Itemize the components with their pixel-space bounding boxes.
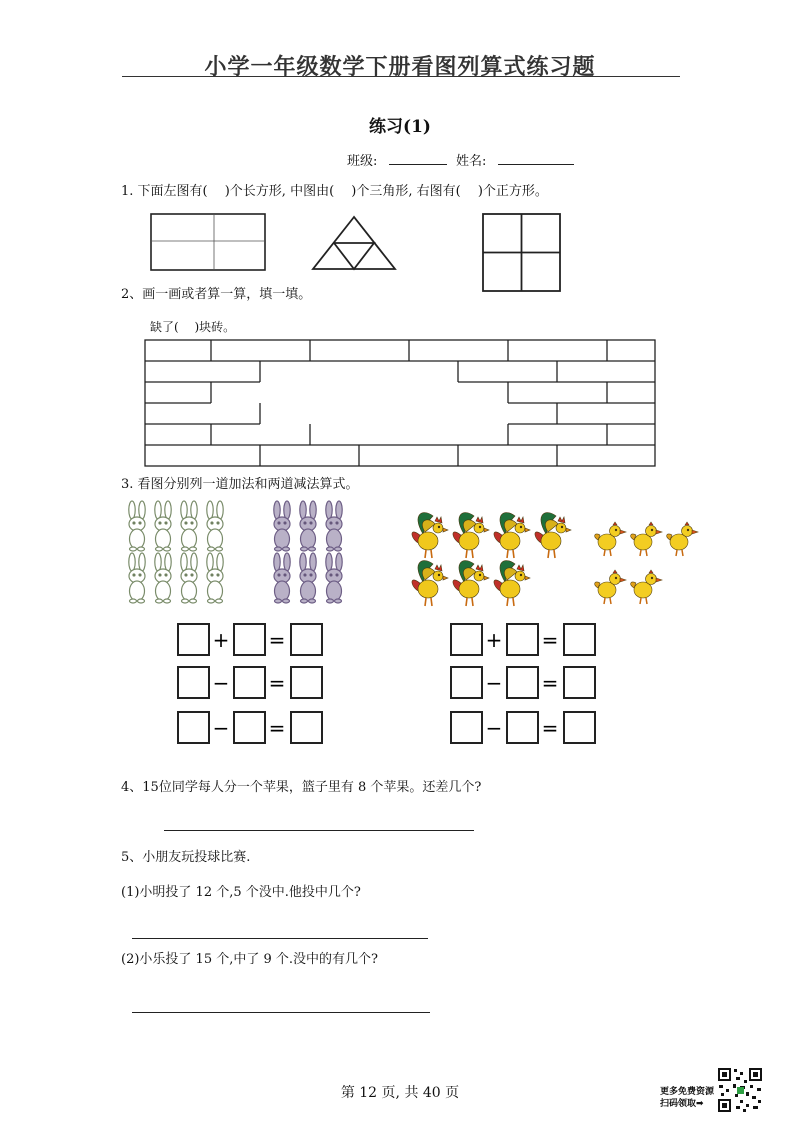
rooster-icon [453, 513, 489, 558]
missing-bricks-label: 缺了( )块砖。 [150, 320, 236, 334]
right-equation-row-3 [451, 712, 595, 743]
name-field[interactable] [498, 164, 574, 165]
answer-box[interactable] [507, 624, 538, 655]
answer-box[interactable] [234, 667, 265, 698]
white-rabbit-icon [207, 501, 223, 551]
roosters-group [412, 513, 571, 606]
chick-icon [631, 522, 662, 556]
white-rabbit-icon [155, 553, 171, 603]
gray-rabbit-icon [326, 501, 342, 551]
operator-sign: + [212, 628, 230, 652]
white-rabbits-group [129, 501, 223, 603]
exercise-title: 练习(1) [369, 117, 431, 137]
operator-sign: − [212, 671, 230, 695]
gray-rabbit-icon [274, 553, 290, 603]
right-equation-row-1 [451, 624, 595, 655]
answer-box[interactable] [178, 667, 209, 698]
operator-sign: − [485, 671, 503, 695]
gray-rabbit-icon [274, 501, 290, 551]
question-1-text: 1. 下面左图有( )个长方形, 中图由( )个三角形, 右图有( )个正方形。 [121, 184, 548, 199]
rectangle-figure [151, 214, 265, 270]
chick-icon [595, 522, 626, 556]
answer-box[interactable] [234, 624, 265, 655]
right-equations [443, 620, 608, 750]
gray-rabbit-icon [300, 553, 316, 603]
name-label: 姓名: [456, 154, 487, 169]
equals-sign: = [541, 671, 559, 695]
left-equation-row-3 [178, 712, 322, 743]
qr-promo-line-2: 扫码领取➡ [660, 1099, 704, 1109]
qr-code-icon[interactable] [716, 1066, 764, 1114]
brick-wall [140, 335, 665, 470]
rooster-icon [453, 561, 489, 606]
equals-sign: = [268, 671, 286, 695]
answer-box[interactable] [178, 624, 209, 655]
answer-box[interactable] [178, 712, 209, 743]
answer-box[interactable] [451, 624, 482, 655]
operator-sign: + [485, 628, 503, 652]
white-rabbit-icon [129, 501, 145, 551]
operator-sign: − [212, 716, 230, 740]
rooster-icon [535, 513, 571, 558]
question-1-figures [140, 205, 590, 295]
left-equation-row-2 [178, 667, 322, 698]
operator-sign: − [485, 716, 503, 740]
white-rabbit-icon [207, 553, 223, 603]
answer-box[interactable] [564, 624, 595, 655]
white-rabbit-icon [181, 553, 197, 603]
answer-box[interactable] [451, 667, 482, 698]
left-equations [170, 620, 335, 750]
rooster-icon [412, 561, 448, 606]
header-title: 小学一年级数学下册看图列算式练习题 [204, 55, 596, 80]
question-4-text: 4、15位同学每人分一个苹果，篮子里有 8 个苹果。还差几个? [121, 780, 482, 795]
chick-icon [595, 570, 626, 604]
header-divider [122, 76, 680, 77]
answer-box[interactable] [291, 624, 322, 655]
square-figure [483, 214, 560, 291]
rooster-icon [494, 513, 530, 558]
equals-sign: = [541, 716, 559, 740]
rooster-icon [412, 513, 448, 558]
question-3-pictures [120, 500, 720, 620]
white-rabbit-icon [181, 501, 197, 551]
answer-box[interactable] [291, 712, 322, 743]
answer-box[interactable] [507, 712, 538, 743]
question-5-part-2-answer-line[interactable] [132, 1012, 430, 1013]
qr-promo-line-1: 更多免费资源 [660, 1087, 715, 1097]
answer-box[interactable] [451, 712, 482, 743]
rooster-icon [494, 561, 530, 606]
white-rabbit-icon [155, 501, 171, 551]
chick-icon [631, 570, 662, 604]
question-5-part-1-answer-line[interactable] [132, 938, 428, 939]
question-5-text: 5、小朋友玩投球比赛. [121, 850, 251, 865]
equals-sign: = [268, 716, 286, 740]
right-equation-row-2 [451, 667, 595, 698]
gray-rabbit-icon [326, 553, 342, 603]
left-equation-row-1 [178, 624, 322, 655]
equals-sign: = [268, 628, 286, 652]
gray-rabbit-icon [300, 501, 316, 551]
class-field[interactable] [389, 164, 447, 165]
answer-box[interactable] [564, 712, 595, 743]
question-3-text: 3. 看图分别列一道加法和两道减法算式。 [121, 477, 359, 492]
answer-box[interactable] [291, 667, 322, 698]
triangle-figure [313, 217, 395, 269]
question-2-text: 2、画一画或者算一算，填一填。 [121, 287, 312, 302]
question-4-answer-line[interactable] [164, 830, 474, 831]
question-5-part-1: (1)小明投了 12 个,5 个没中.他投中几个? [121, 885, 361, 900]
gray-rabbits-group [274, 501, 342, 603]
equals-sign: = [541, 628, 559, 652]
chick-icon [667, 522, 698, 556]
answer-box[interactable] [564, 667, 595, 698]
answer-box[interactable] [234, 712, 265, 743]
page-number: 第 12 页, 共 40 页 [340, 1085, 460, 1101]
answer-box[interactable] [507, 667, 538, 698]
qr-promo [660, 1086, 714, 1110]
chicks-group [595, 522, 698, 604]
class-label: 班级: [347, 154, 378, 169]
question-5-part-2: (2)小乐投了 15 个,中了 9 个.没中的有几个? [121, 952, 378, 967]
white-rabbit-icon [129, 553, 145, 603]
